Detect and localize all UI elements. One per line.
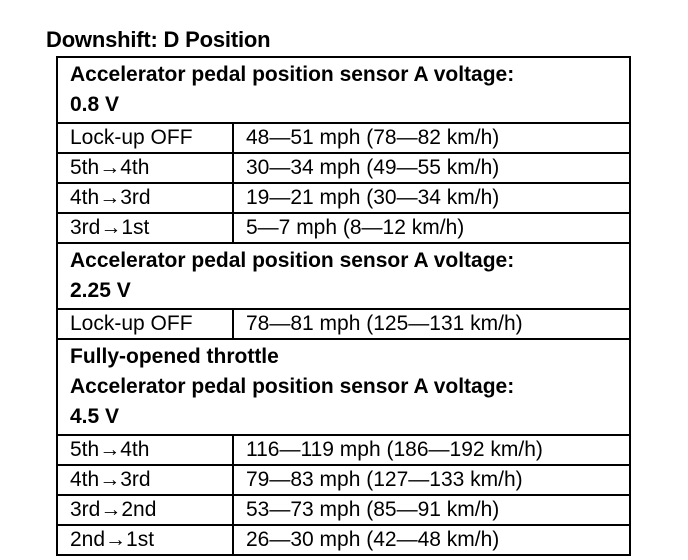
speed-value: 19—21 mph (30—34 km/h) (233, 183, 630, 213)
section-header-line: Accelerator pedal position sensor A voltage: (70, 375, 515, 398)
table-row (57, 465, 630, 495)
speed-value: 30—34 mph (49—55 km/h) (233, 153, 630, 183)
table-row (57, 495, 630, 525)
section-header (57, 57, 630, 123)
section-header-row (57, 339, 630, 435)
section-header (57, 243, 630, 309)
table-row (57, 213, 630, 243)
shift-label: 4th→3rd (57, 183, 233, 213)
table-row (57, 525, 630, 555)
shift-label: 4th→3rd (57, 465, 233, 495)
section-header-line: Fully-opened throttle (70, 345, 279, 368)
shift-label: 2nd→1st (57, 525, 233, 555)
table-row (57, 123, 630, 153)
section-header-line: 0.8 V (70, 93, 120, 116)
downshift-table (56, 56, 631, 556)
shift-label: Lock-up OFF (57, 309, 233, 339)
speed-value: 48—51 mph (78—82 km/h) (233, 123, 630, 153)
shift-label: Lock-up OFF (57, 123, 233, 153)
shift-label: 5th→4th (57, 153, 233, 183)
speed-value: 79—83 mph (127—133 km/h) (233, 465, 630, 495)
shift-label: 5th→4th (57, 435, 233, 465)
speed-value: 53—73 mph (85—91 km/h) (233, 495, 630, 525)
table-row (57, 183, 630, 213)
section-header (57, 339, 630, 435)
section-header-line: Accelerator pedal position sensor A voltage: (70, 249, 515, 272)
page-title: Downshift: D Position (46, 27, 271, 52)
section-header-line: Accelerator pedal position sensor A voltage: (70, 63, 515, 86)
table-row (57, 435, 630, 465)
section-header-row (57, 243, 630, 309)
speed-value: 5—7 mph (8—12 km/h) (233, 213, 630, 243)
speed-value: 78—81 mph (125—131 km/h) (233, 309, 630, 339)
shift-label: 3rd→2nd (57, 495, 233, 525)
section-header-line: 4.5 V (70, 405, 120, 428)
speed-value: 116—119 mph (186—192 km/h) (233, 435, 630, 465)
shift-label: 3rd→1st (57, 213, 233, 243)
speed-value: 26—30 mph (42—48 km/h) (233, 525, 630, 555)
table-row (57, 309, 630, 339)
section-header-row (57, 57, 630, 123)
table-row (57, 153, 630, 183)
section-header-line: 2.25 V (70, 279, 131, 302)
